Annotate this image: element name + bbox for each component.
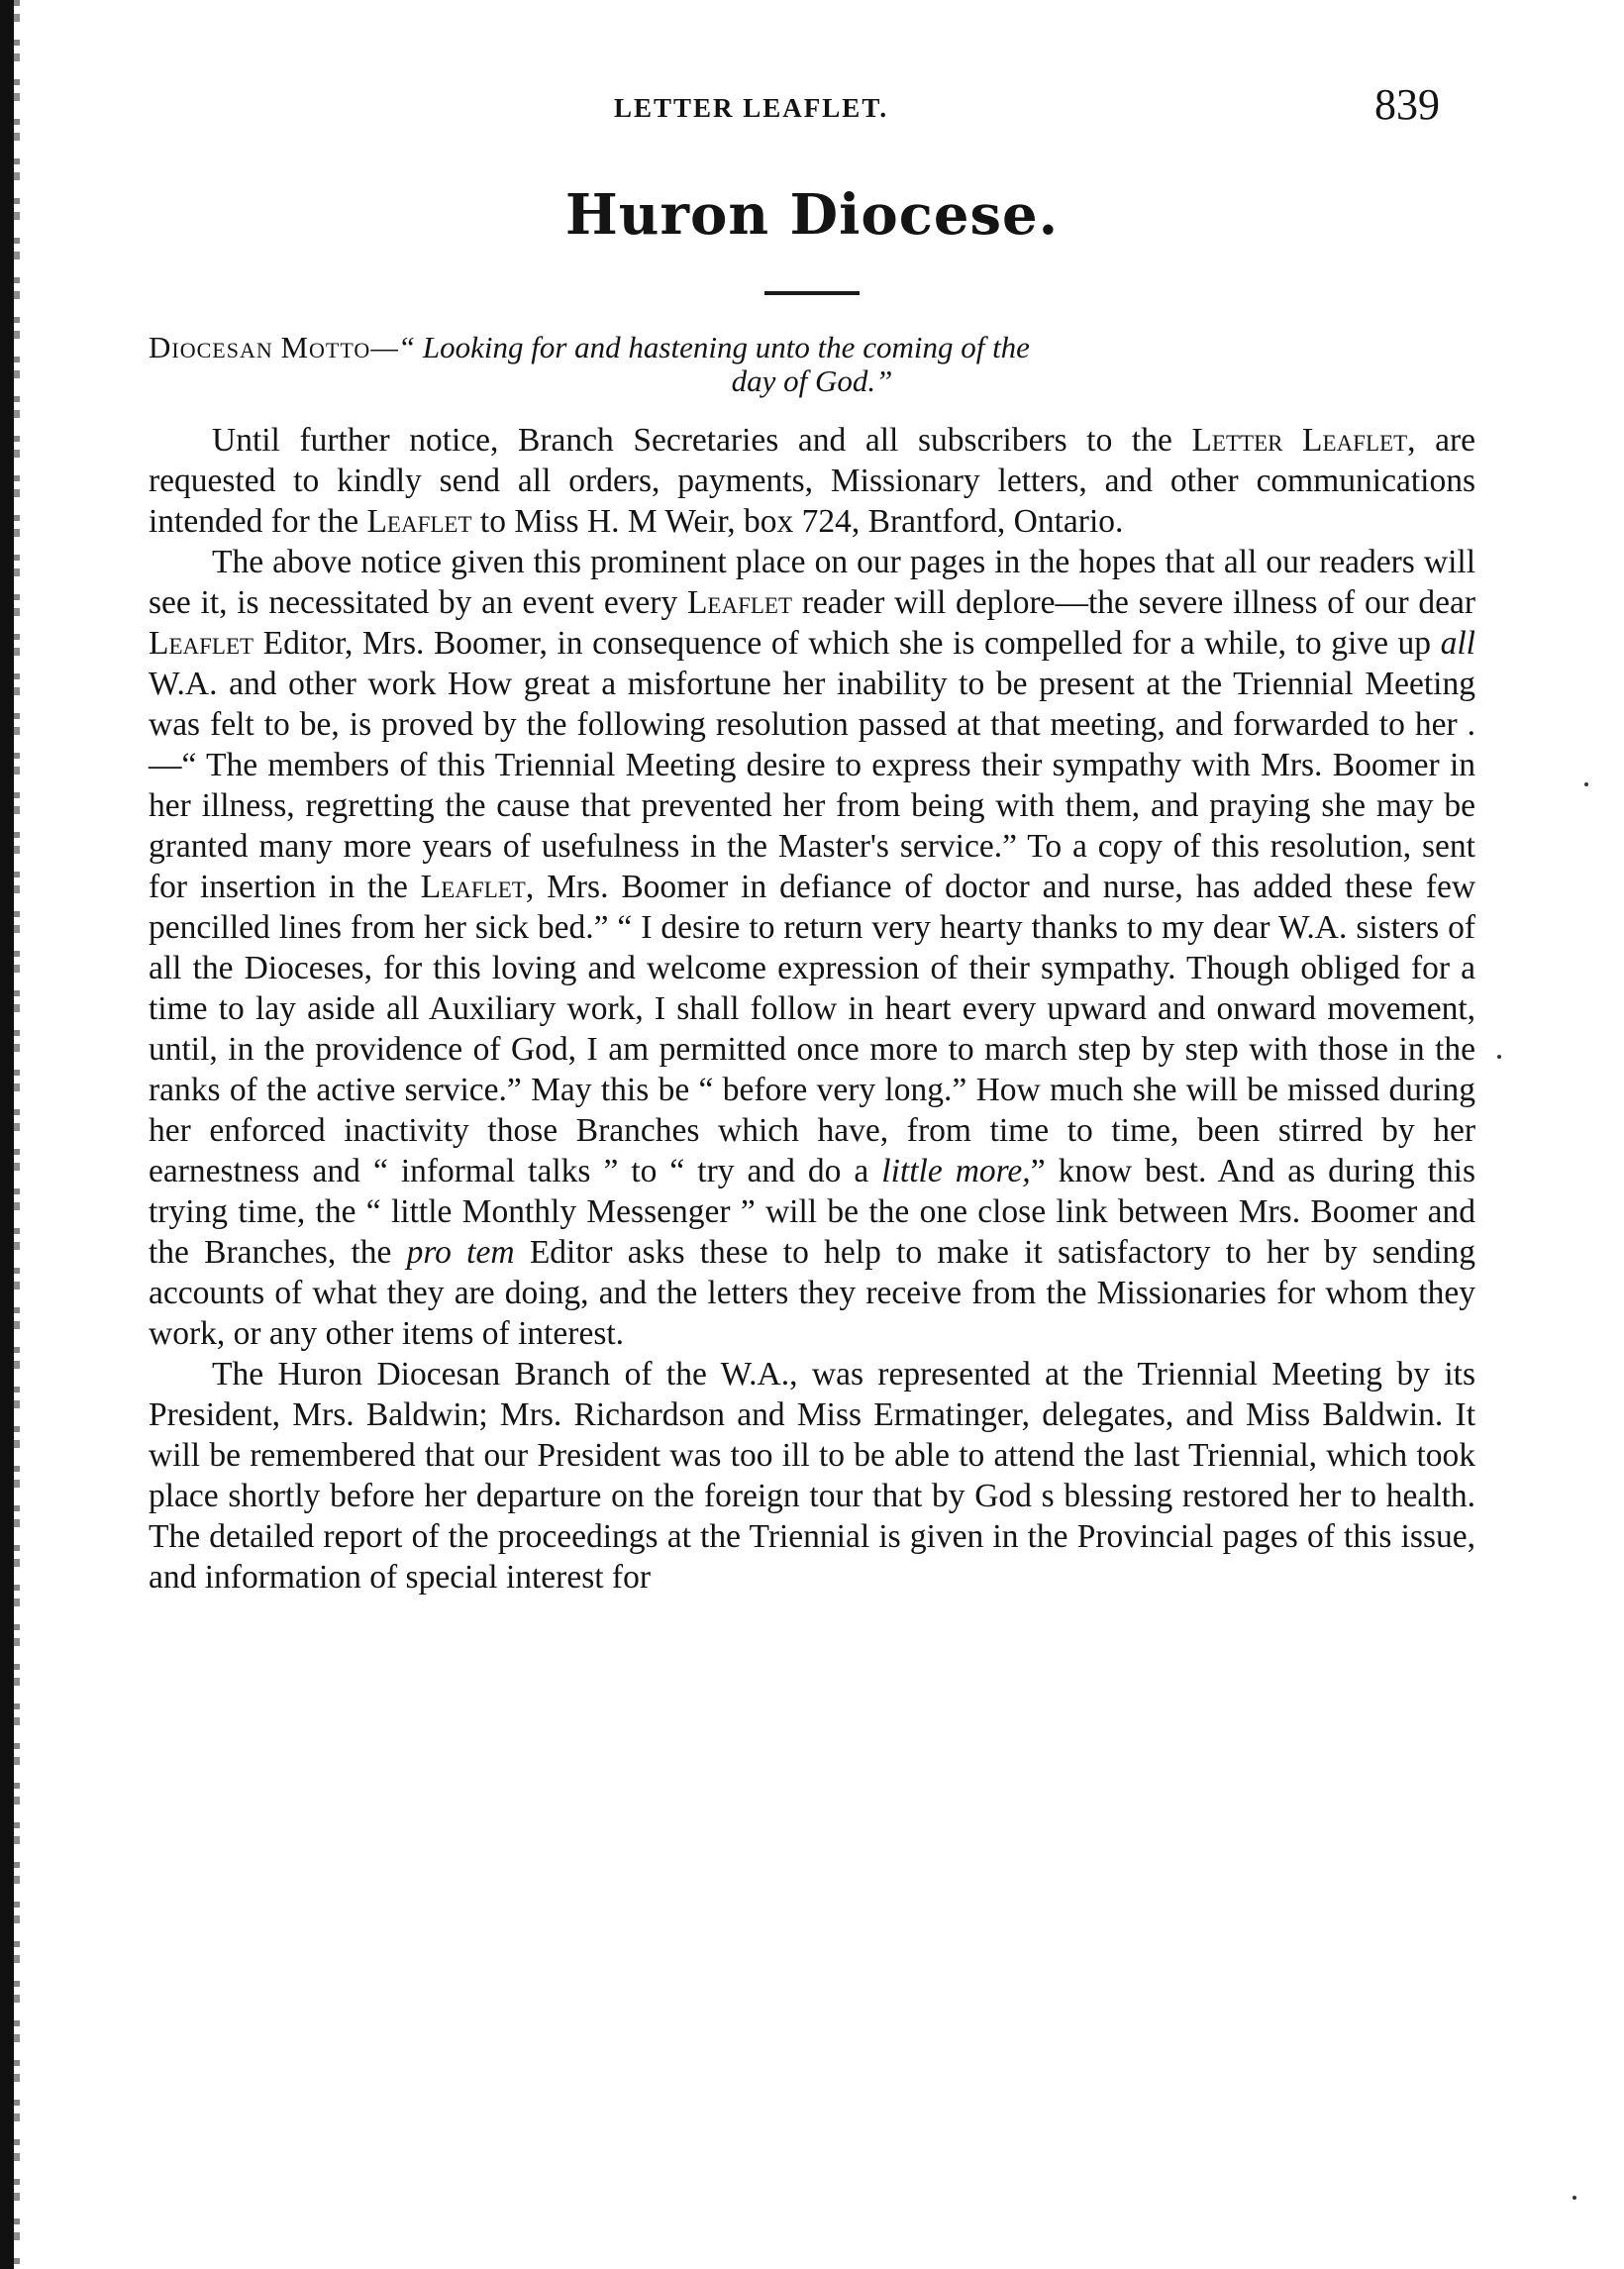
paragraph-text: ” know best. And as during this trying time, the “ little Monthly Messenger ” will be the one close link between Mrs. Boomer and the Branches, the (149, 1153, 1476, 1271)
paragraph-text: W.A. and other work How great a misfortune her inability to be present at the Triennial Meeting was felt to be, is proved by the following resolution passed at that meeting, and forwarded to her .—“ The members of this Triennial Meeting desire to express their sympathy with Mrs. Boomer in her illness, regretting the cause that prevented her from being with them, and praying she may be granted many more years of usefulness in the Master's service.” To a copy of this resolution, sent for insertion in the (149, 666, 1475, 905)
article-title: Huron Diocese. (564, 182, 1060, 248)
motto-label-diocesan: Diocesan (149, 330, 273, 364)
paragraph-text: , Mrs. Boomer in defiance of doctor and nurse, has added these few pencilled lines from her sick bed.” “ I desire to return very hearty thanks to my dear W.A. sisters of all the Dioceses, for this loving and welcome expression of their sympathy. Though obliged for a time to lay aside all Auxiliary work, I shall follow in heart every upward and onward movement, until, in the providence of God, I am permitted once more to march step by step with those in the ranks of the active service.” May this be “ before very long.” How much she will be missed during her enforced inactivity those Branches which have, from time to time, been stirred by her earnestness and “ informal talks ” to “ try and do a (149, 869, 1476, 1189)
running-title: LETTER LEAFLET. (614, 93, 889, 123)
small-caps-text: Letter Leaflet (1191, 422, 1408, 459)
diocesan-motto (149, 331, 1475, 398)
page-number: 839 (1374, 80, 1440, 129)
body-paragraph (149, 542, 1475, 1354)
paragraph-text: Editor, Mrs. Boomer, in consequence of which she is compelled for a while, to give up (254, 625, 1441, 662)
small-caps-text: Leaflet (149, 625, 254, 662)
small-caps-text: Leaflet (366, 503, 472, 540)
body-paragraph (149, 420, 1475, 542)
paragraph-text: The above notice given this prominent place on our pages in the hopes that all our readers will see it, is necessitated by an event every (149, 544, 1475, 621)
body-paragraph (149, 1354, 1475, 1598)
paragraph-text: to Miss H. M Weir, box 724, Brantford, Ontario. (471, 503, 1124, 540)
scan-speck (1573, 2196, 1576, 2200)
paragraph-text: Until further notice, Branch Secretaries and all subscribers to the (212, 422, 1192, 459)
motto-line-1 (149, 331, 1475, 364)
italic-text: all (1440, 625, 1475, 662)
running-head (149, 79, 1475, 139)
article-body (149, 420, 1475, 1598)
scan-speck (1584, 782, 1588, 786)
paragraph-text: , are requested to kindly send all orders, payments, Missionary letters, and other communications intended for the (149, 422, 1475, 540)
italic-text: little more, (881, 1153, 1031, 1189)
paragraph-text: The Huron Diocesan Branch of the W.A., was represented at the Triennial Meeting by its President, Mrs. Baldwin; Mrs. Richardson and Miss Ermatinger, delegates, and Miss Baldwin. It will be remembered that our President was too ill to be able to attend the last Triennial, which took place shortly before her departure on the foreign tour that by God s blessing restored her to health. The detailed report of the proceedings at the Triennial is given in the Provincial pages of this issue, and information of special interest for (149, 1356, 1475, 1596)
paragraph-text: Editor asks these to help to make it satisfactory to her by sending accounts of what they are doing, and the letters they receive from the Missionaries for whom they work, or any other items of interest. (149, 1234, 1476, 1352)
motto-text-line-1: —“ Looking for and hastening unto the coming of the (370, 330, 1030, 364)
motto-label-motto: Motto (280, 330, 371, 364)
scan-speck (1497, 1055, 1501, 1059)
binding-edge (0, 0, 14, 2269)
small-caps-text: Leaflet (686, 584, 793, 621)
title-rule (764, 291, 860, 295)
italic-text: pro tem (406, 1234, 515, 1271)
page (149, 79, 1475, 1598)
small-caps-text: Leaflet (420, 869, 526, 905)
motto-text-line-2: day of God.” (731, 363, 893, 398)
paragraph-text: reader will deplore—the severe illness of our dear (792, 584, 1475, 621)
